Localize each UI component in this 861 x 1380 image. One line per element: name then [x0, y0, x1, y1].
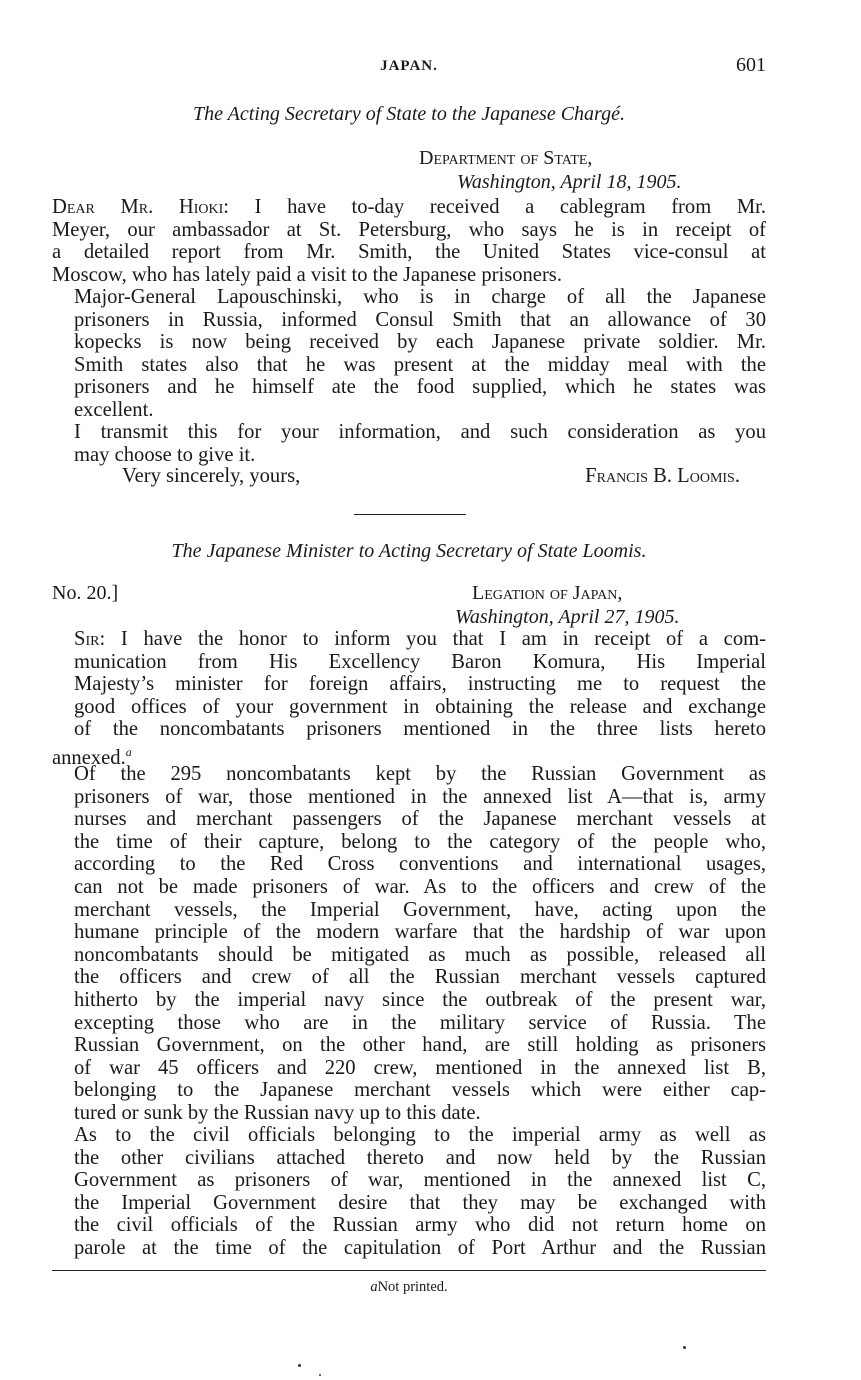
- section-divider: [354, 514, 466, 515]
- text-line: the time of their capture, belong to the category of the people who,: [74, 830, 766, 853]
- text-line: according to the Red Cross conventions and international usages,: [74, 853, 766, 876]
- text-line: the civil officials of the Russian army who did not return home on: [74, 1214, 766, 1237]
- text-line: Meyer, our ambassador at St. Petersburg, who says he is in receipt of: [52, 218, 766, 241]
- text-line: prisoners of war, those mentioned in the annexed list A—that is, army: [74, 785, 766, 808]
- text-line: the officers and crew of all the Russian merchant vessels captured: [74, 966, 766, 989]
- letter2-paragraph-1: [52, 628, 766, 770]
- text-line: Major-General Lapouschinski, who is in charge of all the Japanese: [74, 286, 766, 308]
- text-line: Russian Government, on the other hand, are still holding as prisoners: [74, 1034, 766, 1057]
- speck-mark: [319, 1374, 321, 1376]
- text-line: Moscow, who has lately paid a visit to the Japanese prisoners.: [52, 263, 562, 286]
- text-line: of the noncombatants prisoners mentioned in the three lists hereto: [74, 718, 766, 741]
- letter1-paragraph-1: [52, 196, 766, 286]
- text-line: prisoners in Russia, informed Consul Smith that an allowance of 30: [74, 308, 766, 331]
- footnote-mark: a: [370, 1279, 378, 1295]
- text-line: munication from His Excellency Baron Komura, His Imperial: [74, 650, 766, 673]
- letter2-salutation: Sir:: [74, 628, 106, 650]
- letter2-dateline: [455, 581, 680, 629]
- speck-mark: [298, 1364, 301, 1367]
- text-line: Government as prisoners of war, mentioned in the annexed list C,: [74, 1169, 766, 1192]
- text-line: prisoners and he himself ate the food supplied, which he states was: [74, 376, 766, 399]
- text-line: noncombatants should be mitigated as much as possible, released all: [74, 943, 766, 966]
- text-line: parole at the time of the capitulation of Port Arthur and the Russian: [74, 1236, 766, 1259]
- letter2-place-date: Washington, April 27, 1905.: [455, 606, 680, 628]
- letter2-legation: Legation of Japan,: [472, 582, 623, 604]
- footnote-reference: a: [125, 744, 132, 759]
- letter2-number: No. 20.]: [52, 582, 119, 604]
- text-line: nurses and merchant passengers of the Japanese merchant vessels at: [74, 808, 766, 831]
- text-line: I transmit this for your information, and such consideration as you: [74, 421, 766, 443]
- page-number: 601: [736, 54, 766, 76]
- text-line: excellent.: [74, 398, 154, 421]
- letter2-paragraph-2: [52, 763, 766, 1125]
- text-line: may choose to give it.: [74, 443, 256, 466]
- letter1-closing-row: [52, 465, 766, 489]
- text-line: tured or sunk by the Russian navy up to this date.: [74, 1101, 481, 1124]
- letter1-dateline: [419, 146, 681, 194]
- text-line: annexed.: [52, 746, 126, 769]
- text-line: can not be made prisoners of war. As to the officers and crew of the: [74, 875, 766, 898]
- text-line: kopecks is now being received by each Japanese private soldier. Mr.: [74, 331, 766, 354]
- text-line: hitherto by the imperial navy since the outbreak of the present war,: [74, 988, 766, 1011]
- text-line: excepting those who are in the military service of Russia. The: [74, 1011, 766, 1034]
- footnote-rule: [52, 1270, 766, 1271]
- letter1-paragraph-2: [52, 286, 766, 422]
- text-line: merchant vessels, the Imperial Government, have, acting upon the: [74, 898, 766, 921]
- text-line: the Imperial Government desire that they may be exchanged with: [74, 1191, 766, 1214]
- footnote: [52, 1279, 766, 1296]
- text-line: [52, 196, 766, 219]
- text-line: good offices of your government in obtaining the release and exchange: [74, 695, 766, 718]
- text-line: I have to-day received a cablegram from Mr.: [254, 196, 766, 218]
- text-line: a detailed report from Mr. Smith, the United States vice-consul at: [52, 241, 766, 264]
- text-line: humane principle of the modern warfare that the hardship of war upon: [74, 921, 766, 944]
- letter1-department: Department of State,: [419, 147, 593, 169]
- footnote-text: Not printed.: [377, 1279, 448, 1295]
- letter2-title: The Japanese Minister to Acting Secretary of State Loomis.: [171, 540, 647, 562]
- letter2-paragraph-3: [52, 1124, 766, 1260]
- text-line: belonging to the Japanese merchant vessels which were either cap-: [74, 1079, 766, 1102]
- running-head: JAPAN.: [380, 58, 438, 74]
- text-line: Majesty’s minister for foreign affairs, instructing me to request the: [74, 673, 766, 696]
- letter1-place-date: Washington, April 18, 1905.: [457, 171, 682, 193]
- text-line: Smith states also that he was present at the midday meal with the: [74, 353, 766, 376]
- text-line: Of the 295 noncombatants kept by the Russian Government as: [74, 763, 766, 785]
- letter1-salutation: Dear Mr. Hioki:: [52, 196, 230, 218]
- letter1-title: The Acting Secretary of State to the Japanese Chargé.: [193, 103, 625, 125]
- letter1-paragraph-3: [52, 421, 766, 466]
- speck-mark: [683, 1346, 686, 1349]
- text-line: the other civilians attached thereto and now held by the Russian: [74, 1146, 766, 1169]
- text-line: [52, 628, 766, 651]
- text-line: of war 45 officers and 220 crew, mentioned in the annexed list B,: [74, 1056, 766, 1079]
- page-header: [52, 54, 766, 80]
- letter1-signature: Francis B. Loomis.: [585, 465, 740, 487]
- text-line: I have the honor to inform you that I am in receipt of a com-: [120, 628, 766, 650]
- letter1-closing: Very sincerely, yours,: [122, 465, 301, 487]
- text-line: As to the civil officials belonging to the imperial army as well as: [74, 1124, 766, 1146]
